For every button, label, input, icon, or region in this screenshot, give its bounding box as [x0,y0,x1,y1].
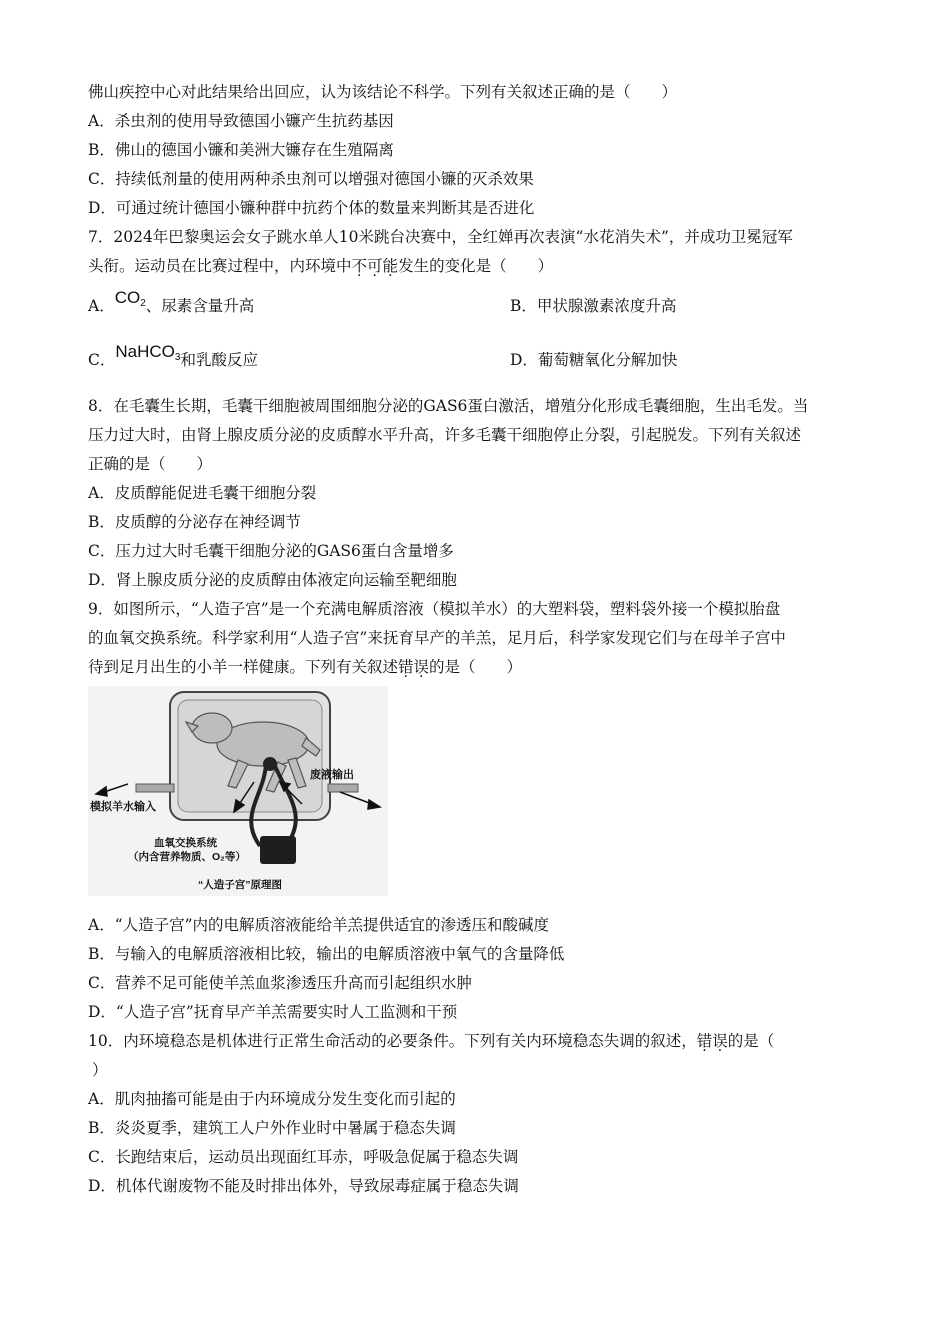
q7-option-b: B．甲状腺激素浓度升高 [510,297,677,315]
q7-option-c: C．NaHCO3和乳酸反应 [88,342,258,369]
label-exchange-system: 血氧交换系统 [154,837,217,849]
q6-stem: 佛山疾控中心对此结果给出回应，认为该结论不科学。下列有关叙述正确的是（ ） [88,83,678,101]
label-waste-output: 废液输出 [310,769,354,781]
q7-stem-line2: 头衔。运动员在比赛过程中，内环境中不可能发生的变化是（ ） [88,257,554,275]
q9-option-b: B．与输入的电解质溶液相比较，输出的电解质溶液中氧气的含量降低 [88,945,565,963]
figure-caption: “人造子宫”原理图 [198,879,282,891]
q8-stem-line1: 8．在毛囊生长期，毛囊干细胞被周围细胞分泌的GAS6蛋白激活，增殖分化形成毛囊细胞，生出毛发。当 [88,397,809,415]
q7-options-cd [88,342,678,373]
q7-option-a: A．CO2、尿素含量升高 [88,288,255,315]
q10-stem-line2: ） [92,1061,108,1079]
artificial-womb-figure [88,686,388,896]
q10-option-a: A．肌肉抽搐可能是由于内环境成分发生变化而引起的 [88,1090,456,1108]
oxygenator-box [260,836,296,864]
q9-option-a: A．“人造子宫”内的电解质溶液能给羊羔提供适宜的渗透压和酸碱度 [88,916,550,934]
q8-option-c: C．压力过大时毛囊干细胞分泌的GAS6蛋白含量增多 [88,542,454,560]
q8-stem-line2: 压力过大时，由肾上腺皮质分泌的皮质醇水平升高，许多毛囊干细胞停止分裂，引起脱发。下列有关叙述 [88,426,802,444]
label-exchange-contents: （内含营养物质、O₂等） [128,851,246,863]
q6-option-d: D．可通过统计德国小镰种群中抗药个体的数量来判断其是否进化 [88,199,535,217]
q8-option-b: B．皮质醇的分泌存在神经调节 [88,513,301,531]
q7-options-ab [88,288,677,319]
q10-option-c: C．长跑结束后，运动员出现面红耳赤，呼吸急促属于稳态失调 [88,1148,519,1166]
label-fluid-input: 模拟羊水输入 [90,801,156,813]
q6-option-b: B．佛山的德国小镰和美洲大镰存在生殖隔离 [88,141,394,159]
q7-stem-line1: 7．2024年巴黎奥运会女子跳水单人10米跳台决赛中，全红婵再次表演“水花消失术”，并成功卫冕冠军 [88,228,793,246]
q9-stem-line2: 的血氧交换系统。科学家利用“人造子宫”来抚育早产的羊羔，足月后，科学家发现它们与在母羊子宫中 [88,629,786,647]
q9-option-c: C．营养不足可能使羊羔血浆渗透压升高而引起组织水肿 [88,974,472,992]
q8-option-d: D．肾上腺皮质分泌的皮质醇由体液定向运输至靶细胞 [88,571,457,589]
q9-stem-line3: 待到足月出生的小羊一样健康。下列有关叙述错误的是（ ） [88,658,523,676]
q10-option-d: D．机体代谢废物不能及时排出体外，导致尿毒症属于稳态失调 [88,1177,519,1195]
q9-option-d: D．“人造子宫”抚育早产羊羔需要实时人工监测和干预 [88,1003,458,1021]
q6-option-a: A．杀虫剂的使用导致德国小镰产生抗药基因 [88,112,394,130]
q9-stem-line1: 9．如图所示，“人造子宫”是一个充满电解质溶液（模拟羊水）的大塑料袋，塑料袋外接一个模拟胎盘 [88,600,781,618]
q10-stem-line1: 10．内环境稳态是机体进行正常生命活动的必要条件。下列有关内环境稳态失调的叙述，错误的是（ [88,1032,775,1050]
q7-option-d: D．葡萄糖氧化分解加快 [510,351,678,369]
q8-stem-line3: 正确的是（ ） [88,455,213,473]
q6-option-c: C．持续低剂量的使用两种杀虫剂可以增强对德国小镰的灭杀效果 [88,170,534,188]
q8-option-a: A．皮质醇能促进毛囊干细胞分裂 [88,484,317,502]
q10-option-b: B．炎炎夏季，建筑工人户外作业时中暑属于稳态失调 [88,1119,456,1137]
